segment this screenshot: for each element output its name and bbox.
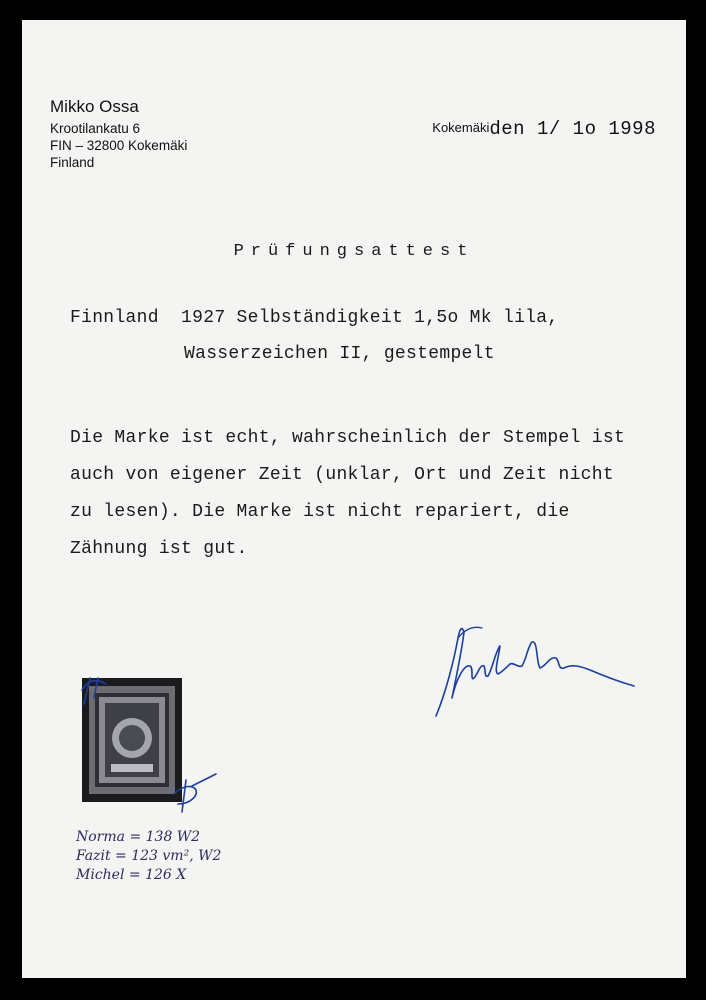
dateline — [432, 118, 656, 140]
signature — [422, 620, 642, 730]
date-value: den 1/ 1o 1998 — [489, 118, 656, 140]
certificate-page — [22, 20, 686, 978]
body-line-2: auch von eigener Zeit (unklar, Ort und Zeit nicht — [70, 465, 614, 485]
body-line-4: Zähnung ist gut. — [70, 539, 248, 559]
handwritten-notes — [76, 828, 221, 885]
date-place: Kokemäki — [432, 120, 490, 135]
sender-name: Mikko Ossa — [50, 97, 139, 116]
body-line-3: zu lesen). Die Marke ist nicht repariert, die — [70, 502, 570, 522]
sender-street: Krootilankatu 6 — [50, 121, 141, 136]
document-title: Prüfungsattest — [233, 242, 475, 261]
subject-line-1: Finnland 1927 Selbständigkeit 1,5o Mk lila, — [70, 308, 559, 328]
sender-city: FIN – 32800 Kokemäki — [50, 138, 188, 153]
note-line-1: Norma = 138 W2 — [76, 829, 201, 845]
note-line-2: Fazit = 123 vm², W2 — [76, 848, 222, 864]
stamp-image — [78, 676, 228, 816]
sender-address — [50, 96, 187, 171]
certificate-body — [70, 420, 625, 568]
note-line-3: Michel = 126 X — [76, 867, 187, 883]
subject-line-2: Wasserzeichen II, gestempelt — [184, 344, 495, 364]
body-line-1: Die Marke ist echt, wahrscheinlich der Stempel ist — [70, 428, 626, 448]
sender-country: Finland — [50, 155, 95, 170]
